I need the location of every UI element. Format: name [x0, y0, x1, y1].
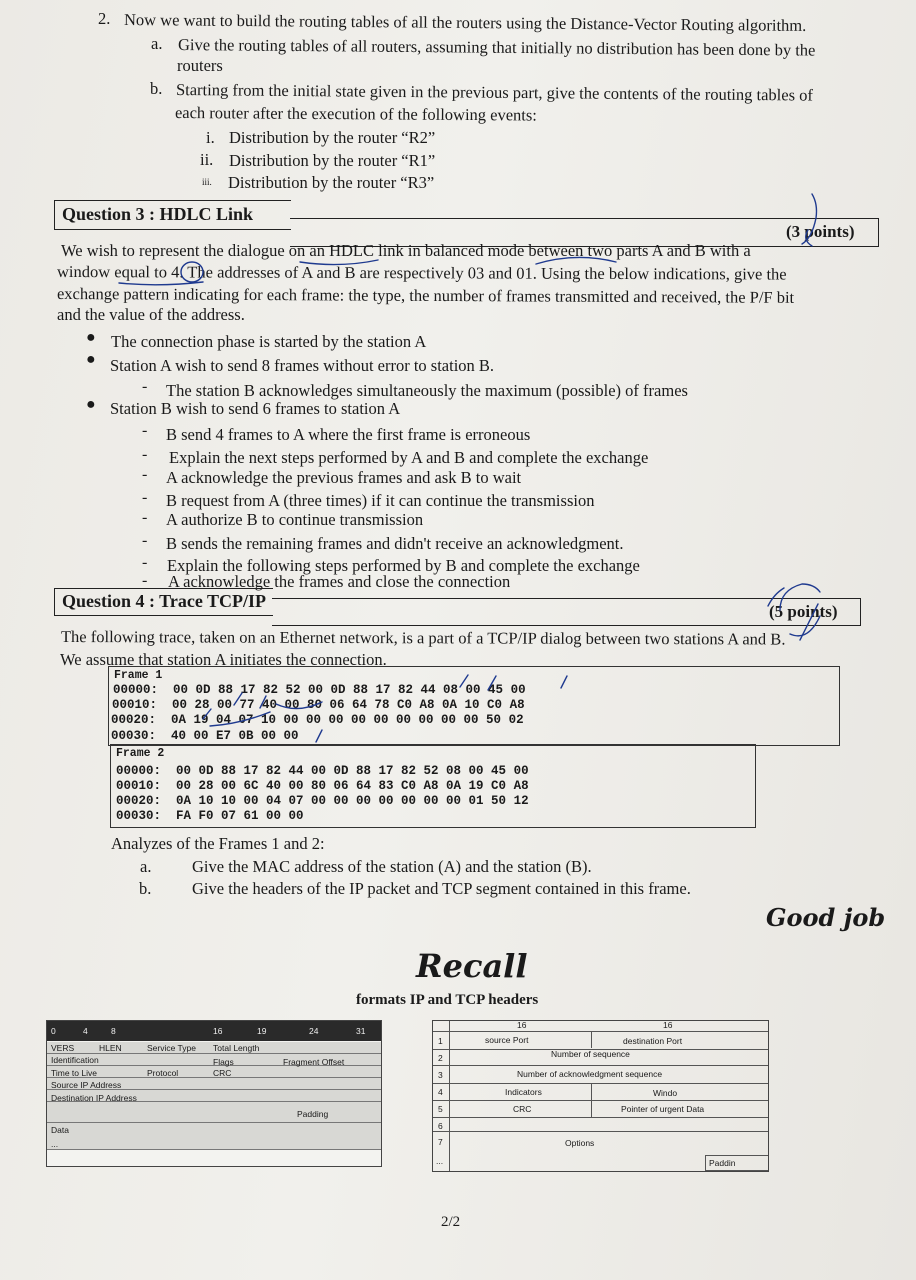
- q2-event-2: Distribution by the router “R1”: [229, 151, 436, 170]
- ip-total-length: Total Length: [213, 1043, 260, 1053]
- dash-icon: -: [142, 446, 148, 463]
- q3-bullet2-sub: The station B acknowledges simultaneously the maximum (possible) of frames: [166, 381, 688, 400]
- tcp-row-4: 4: [438, 1087, 443, 1097]
- tcp-urgent-pointer: Pointer of urgent Data: [621, 1104, 705, 1114]
- q4-a-text: Give the MAC address of the station (A) and the station (B).: [192, 857, 592, 876]
- frame1-line4: 00030: 40 00 E7 0B 00 00: [111, 729, 299, 743]
- q3-bullet1: The connection phase is started by the station A: [111, 332, 427, 351]
- ip-fragment-offset: Fragment Offset: [283, 1057, 345, 1067]
- q2-b-label: b.: [150, 79, 163, 98]
- ip-source-address: Source IP Address: [51, 1080, 122, 1090]
- q3-points: (3 points): [786, 222, 855, 241]
- q3-title: Question 3 : HDLC Link: [62, 204, 254, 224]
- tcp-row-1: 1: [438, 1036, 443, 1046]
- q3-sub-3: A acknowledge the previous frames and ask B to wait: [166, 468, 522, 487]
- q3-para-line2: window equal to 4. The addresses of A and B are respectively 03 and 01. Using the below indications, give the: [56, 262, 787, 284]
- q3-para-line4: and the value of the address.: [57, 305, 245, 324]
- tcp-options: Options: [565, 1138, 595, 1148]
- ip-bit-24: 24: [309, 1026, 319, 1036]
- q2-event-1-label: i.: [206, 128, 215, 147]
- ip-bit-19: 19: [257, 1026, 267, 1036]
- tcp-row-7: 7: [438, 1137, 443, 1147]
- q2-event-3: Distribution by the router “R3”: [228, 173, 435, 192]
- ip-bit-16: 16: [213, 1026, 223, 1036]
- dash-icon: -: [142, 554, 148, 571]
- q4-b-label: b.: [139, 879, 152, 898]
- q4-analyze: Analyzes of the Frames 1 and 2:: [111, 834, 325, 853]
- bullet-icon: ●: [86, 396, 96, 413]
- ip-data: Data: [51, 1125, 69, 1135]
- q2-b-line2: each router after the execution of the following events:: [174, 103, 537, 125]
- tcp-bits-16a: 16: [517, 1020, 527, 1030]
- q3-bullet3: Station B wish to send 6 frames to station A: [110, 399, 401, 418]
- q3-sub-2: Explain the next steps performed by A and B and complete the exchange: [169, 448, 649, 467]
- dash-icon: -: [142, 489, 148, 506]
- frame1-line2: 00010: 00 28 00 77 40 00 80 06 64 78 C0 A8 0A 10 C0 A8: [112, 698, 525, 712]
- dash-icon: -: [142, 378, 148, 395]
- recall-subtitle: formats IP and TCP headers: [356, 992, 539, 1008]
- ip-crc: CRC: [213, 1068, 232, 1078]
- q2-a-line2: routers: [177, 56, 223, 75]
- q4-para-line1: The following trace, taken on an Ethernet network, is a part of a TCP/IP dialog between two stations A and B.: [60, 627, 786, 649]
- ip-bit-4: 4: [83, 1026, 88, 1036]
- frame2-line3: 00020: 0A 10 10 00 04 07 00 00 00 00 00 00 00 01 50 12: [116, 794, 529, 808]
- recall-title: Recall: [416, 947, 528, 985]
- tcp-padding: Paddin: [709, 1158, 736, 1168]
- tcp-bits-16b: 16: [663, 1020, 673, 1030]
- tcp-row-3: 3: [438, 1070, 443, 1080]
- q3-sub-6: B sends the remaining frames and didn't receive an acknowledgment.: [166, 534, 624, 553]
- ip-ttl: Time to Live: [51, 1068, 97, 1078]
- frame1-label: Frame 1: [114, 669, 163, 682]
- q2-a-label: a.: [151, 34, 163, 53]
- q3-para-line1: We wish to represent the dialogue on an HDLC link in balanced mode between two parts A and B with a: [61, 241, 751, 260]
- ip-service-type: Service Type: [147, 1043, 196, 1053]
- tcp-row-more: ...: [436, 1156, 444, 1166]
- frame2-line2: 00010: 00 28 00 6C 40 00 80 06 64 83 C0 A8 0A 19 C0 A8: [116, 779, 529, 793]
- q2-event-2-label: ii.: [200, 150, 214, 169]
- ip-destination-address: Destination IP Address: [51, 1093, 137, 1103]
- q4-points: (5 points): [769, 602, 838, 621]
- q3-sub-7: Explain the following steps performed by B and complete the exchange: [167, 556, 640, 575]
- ip-protocol: Protocol: [147, 1068, 179, 1078]
- bullet-icon: ●: [86, 351, 96, 368]
- q2-b-line1: Starting from the initial state given in the previous part, give the contents of the routing tables of: [175, 80, 813, 105]
- q3-para-line3: exchange pattern indicating for each frame: the type, the number of frames transmitted and received, the P/F bit: [56, 284, 795, 307]
- frame1-line3: 00020: 0A 19 04 07 10 00 00 00 00 00 00 00 00 00 50 02: [111, 713, 524, 727]
- tcp-window: Windo: [653, 1088, 678, 1098]
- q3-sub-4: B request from A (three times) if it can continue the transmission: [166, 491, 595, 510]
- good-job-text: Good job: [766, 903, 886, 932]
- ip-padding: Padding: [297, 1109, 329, 1119]
- bullet-icon: ●: [86, 329, 96, 346]
- tcp-indicators: Indicators: [505, 1087, 542, 1097]
- q2-a-line1: Give the routing tables of all routers, assuming that initially no distribution has been done by the: [177, 35, 816, 60]
- tcp-destination-port: destination Port: [623, 1036, 683, 1046]
- q4-b-text: Give the headers of the IP packet and TCP segment contained in this frame.: [192, 879, 691, 898]
- ip-bit-31: 31: [356, 1026, 366, 1036]
- ip-bit-8: 8: [111, 1026, 116, 1036]
- ip-dots: ...: [51, 1139, 59, 1149]
- q4-title: Question 4 : Trace TCP/IP: [62, 591, 266, 611]
- tcp-source-port: source Port: [485, 1035, 529, 1045]
- tcp-sequence: Number of sequence: [551, 1049, 630, 1059]
- q3-sub-8: A acknowledge the frames and close the connection: [168, 572, 511, 591]
- ip-flags: Flags: [213, 1057, 234, 1067]
- q2-intro: Now we want to build the routing tables of all the routers using the Distance-Vector Routing algorithm.: [123, 10, 807, 35]
- tcp-crc: CRC: [513, 1104, 532, 1114]
- dash-icon: -: [142, 509, 148, 526]
- tcp-ack: Number of acknowledgment sequence: [517, 1069, 663, 1079]
- ip-vers: VERS: [51, 1043, 75, 1053]
- frame2-line1: 00000: 00 0D 88 17 82 44 00 0D 88 17 82 52 08 00 45 00: [116, 764, 529, 778]
- dash-icon: -: [142, 466, 148, 483]
- dash-icon: -: [142, 422, 148, 439]
- frame2-line4: 00030: FA F0 07 61 00 00: [116, 809, 304, 823]
- ip-hlen: HLEN: [99, 1043, 122, 1053]
- q4-a-label: a.: [140, 857, 152, 876]
- ip-bit-0: 0: [51, 1026, 56, 1036]
- tcp-row-2: 2: [438, 1053, 443, 1063]
- tcp-row-5: 5: [438, 1104, 443, 1114]
- dash-icon: -: [142, 532, 148, 549]
- q2-event-1: Distribution by the router “R2”: [229, 128, 436, 147]
- q3-sub-5: A authorize B to continue transmission: [166, 510, 424, 529]
- frame1-line1: 00000: 00 0D 88 17 82 52 00 0D 88 17 82 44 08 00 45 00: [113, 683, 526, 697]
- q2-number: 2.: [98, 9, 111, 28]
- q2-event-3-label: iii.: [202, 177, 212, 187]
- dash-icon: -: [142, 572, 148, 589]
- ip-identification: Identification: [51, 1055, 99, 1065]
- tcp-row-6: 6: [438, 1121, 443, 1131]
- q4-para-line2: We assume that station A initiates the connection.: [60, 650, 387, 669]
- q3-bullet2: Station A wish to send 8 frames without error to station B.: [110, 356, 495, 375]
- q3-sub-1: B send 4 frames to A where the first frame is erroneous: [166, 425, 531, 444]
- frame2-label: Frame 2: [116, 747, 165, 760]
- page-number: 2/2: [441, 1214, 461, 1230]
